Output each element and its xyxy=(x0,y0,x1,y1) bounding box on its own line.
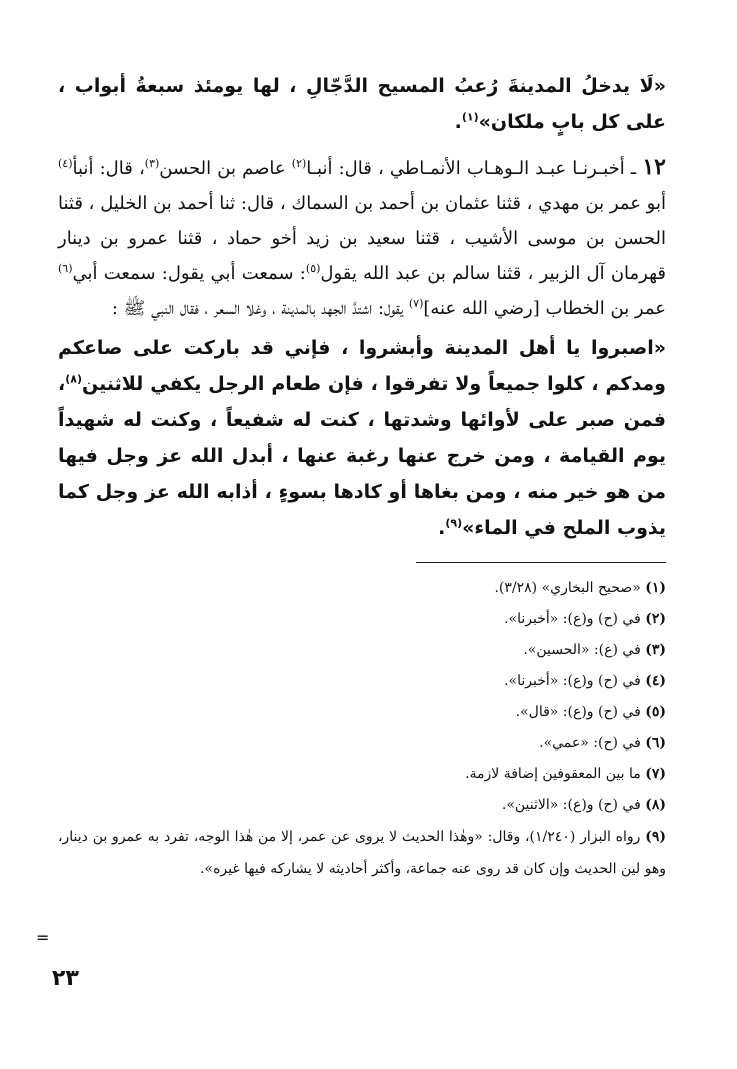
footnote-number: (٣) xyxy=(645,642,666,658)
footnote-ref-8: (٨) xyxy=(65,372,82,386)
chain-text-7: يقول: اشتدَّ الجهد بالمدينة ، وغلا السعر ، فقال النبي ﷺ : xyxy=(111,298,404,319)
hadith-text xyxy=(58,330,666,546)
opening-text: «لَا يدخلُ المدينةَ رُعبُ المسيح الدَّجّالِ ، لها يومئذ سبعةُ أبواب ، على كل بابٍ ملكان» xyxy=(58,75,666,133)
footnote-item xyxy=(58,759,666,790)
footnote-text: في (ع): «الحسين». xyxy=(523,642,641,658)
footnote-ref-9: (٩) xyxy=(445,516,463,530)
footnote-item xyxy=(58,790,666,821)
footnote-text: في (ح): «عمي». xyxy=(539,735,641,751)
margin-mark: = xyxy=(36,928,50,947)
chain-text-6: عمر بن الخطاب [رضي الله عنه] xyxy=(423,298,666,319)
page-body xyxy=(58,68,666,885)
chain-text-4: أبو عمر بن مهدي ، قثنا عثمان بن أحمد بن السماك ، قال: ثنا أحمد بن الخليل ، قثنا الحسن بن موسى الأشيب ، قثنا سعيد بن زيد أخو حماد ، قثنا عمرو بن دينار قهرمان آل الزبير ، قثنا سالم بن عبد الله يقول xyxy=(58,193,666,284)
hadith-text-end: . xyxy=(438,517,446,539)
chain-text-3: ، قال: أنبأ xyxy=(72,158,145,179)
footnote-text: «صحيح البخاري» (٣/٢٨). xyxy=(494,580,641,596)
footnote-ref-3: (٣) xyxy=(144,157,160,170)
footnote-ref-6: (٦) xyxy=(58,262,73,275)
footnote-item xyxy=(58,635,666,666)
footnote-number: (١) xyxy=(645,580,666,596)
hadith-chain xyxy=(58,150,666,326)
footnote-item xyxy=(58,604,666,635)
footnote-item xyxy=(58,697,666,728)
footnote-ref-7: (٧) xyxy=(408,297,424,310)
footnote-item xyxy=(58,821,666,885)
footnotes-list xyxy=(58,573,666,885)
hadith-text-2: ، فمن صبر على لأوائها وشدتها ، كنت له شفيعاً ، وكنت له شهيداً يوم القيامة ، ومن خرج عنها رغبة عنها ، أبدل الله عز وجل فيها من هو خير منه ، ومن بغاها أو كادها بسوءٍ ، أذابه الله عز وجل كما يذوب الملح في الماء» xyxy=(58,373,666,539)
chain-text-5: : سمعت أبي يقول: سمعت أبي xyxy=(72,263,306,284)
footnote-ref-1: (١) xyxy=(461,110,479,124)
opening-hadith-text xyxy=(58,68,666,140)
footnote-ref-2: (٢) xyxy=(291,157,307,170)
footnote-number: (٢) xyxy=(645,611,666,627)
footnote-text: في (ح) و(ع): «قال». xyxy=(515,704,641,720)
footnote-number: (٩) xyxy=(645,829,666,845)
footnote-number: (٤) xyxy=(645,673,666,689)
opening-end: . xyxy=(454,111,462,133)
footnote-divider xyxy=(416,562,666,563)
footnote-ref-5: (٥) xyxy=(305,262,321,275)
footnote-item xyxy=(58,573,666,604)
chain-text-1: ـ أخبـرنـا عبـد الـوهـاب الأنمـاطي ، قال: أنبـا xyxy=(306,158,637,179)
page-number: ٢٣ xyxy=(52,966,79,991)
footnote-text: ما بين المعقوفين إضافة لازمة. xyxy=(465,766,641,782)
footnote-number: (٥) xyxy=(645,704,666,720)
footnote-number: (٦) xyxy=(645,735,666,751)
hadith-number: ١٢ xyxy=(642,154,666,180)
footnote-ref-4: (٤) xyxy=(58,157,73,170)
footnote-text: في (ح) و(ع): «أخبرنا». xyxy=(504,673,641,689)
chain-text-2: عاصم بن الحسن xyxy=(159,158,286,179)
footnote-item xyxy=(58,666,666,697)
footnote-text: رواه البزار (١/٢٤٠)، وقال: «وهٰذا الحديث لا يروى عن عمر، إلا من هٰذا الوجه، تفرد به عمرو بن دينار، وهو لين الحديث وإن كان قد روى عنه جماعة، وأكثر أحاديثه لا يشاركه فيها غيره». xyxy=(58,829,666,877)
footnote-number: (٧) xyxy=(645,766,666,782)
footnote-item xyxy=(58,728,666,759)
hadith-text-1: «اصبروا يا أهل المدينة وأبشروا ، فإني قد باركت على صاعكم ومدكم ، كلوا جميعاً ولا تفرقوا ، فإن طعام الرجل يكفي للاثنين xyxy=(58,337,666,395)
footnote-number: (٨) xyxy=(645,797,666,813)
footnote-text: في (ح) و(ع): «الاثنين». xyxy=(501,797,641,813)
footnote-text: في (ح) و(ع): «أخبرنا». xyxy=(504,611,641,627)
